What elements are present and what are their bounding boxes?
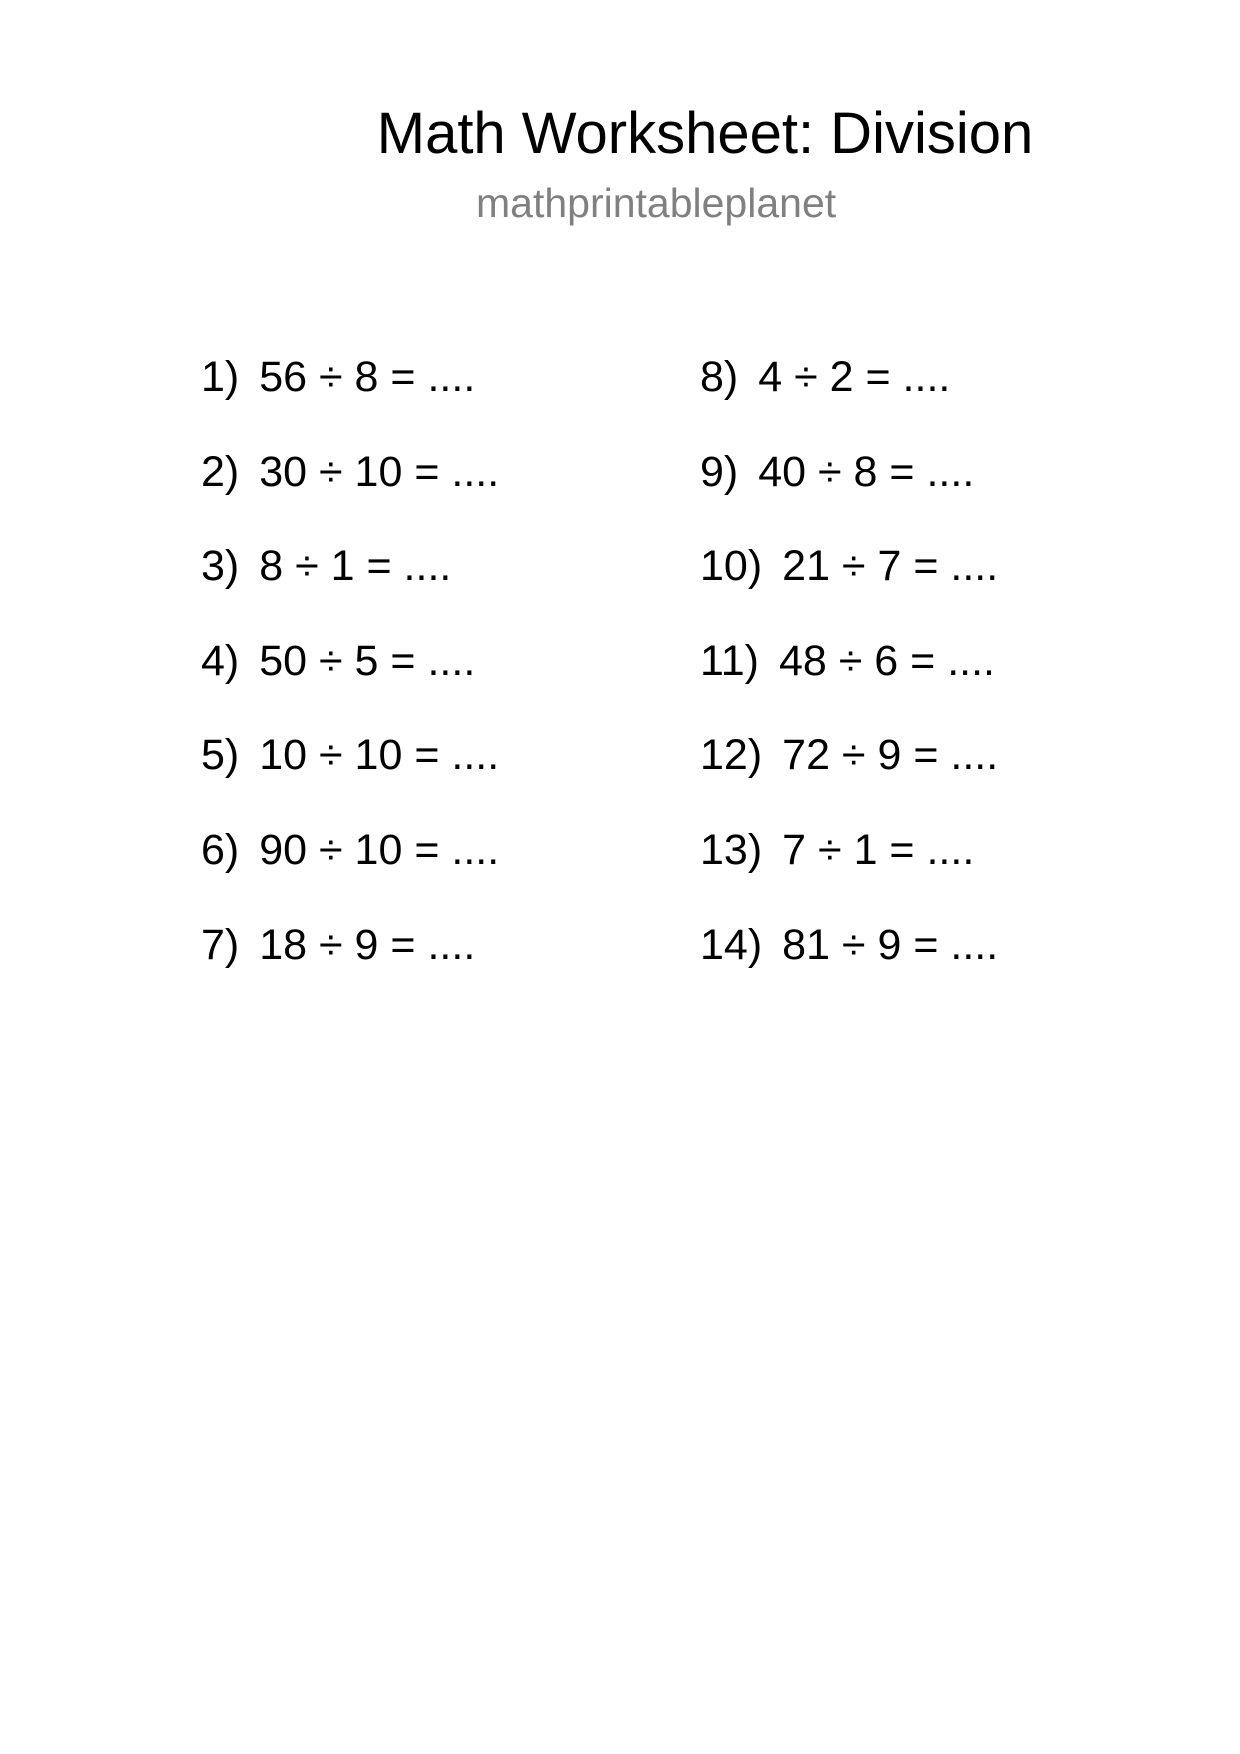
- left-problem-column: [201, 352, 499, 1014]
- problem-number: 14): [700, 920, 763, 969]
- problem-item: [201, 730, 499, 825]
- problem-item: [201, 352, 499, 447]
- problem-number: 10): [700, 542, 763, 591]
- problem-number: 11): [700, 636, 759, 685]
- worksheet-title: Math Worksheet: Division: [376, 101, 1034, 166]
- problem-expression: 40 ÷ 8 = ....: [758, 447, 975, 496]
- problem-item: [700, 825, 998, 920]
- problem-item: [201, 920, 499, 1015]
- problem-expression: 50 ÷ 5 = ....: [259, 636, 476, 685]
- problem-expression: 21 ÷ 7 = ....: [782, 542, 999, 591]
- problem-number: 8): [700, 353, 739, 401]
- problem-expression: 72 ÷ 9 = ....: [782, 731, 999, 780]
- problem-number: 12): [700, 731, 763, 780]
- problem-number: 13): [700, 825, 763, 874]
- problem-expression: 10 ÷ 10 = ....: [259, 731, 500, 780]
- problem-item: [700, 541, 998, 636]
- problem-number: 1): [201, 353, 240, 401]
- problem-item: [700, 447, 998, 542]
- right-problem-column: [700, 352, 998, 1014]
- problem-item: [201, 825, 499, 920]
- problem-number: 6): [201, 825, 240, 874]
- problem-item: [201, 541, 499, 636]
- problem-item: [201, 447, 499, 542]
- problem-item: [700, 352, 998, 447]
- problem-expression: 81 ÷ 9 = ....: [782, 920, 999, 969]
- problem-expression: 7 ÷ 1 = ....: [782, 825, 975, 874]
- problem-number: 5): [201, 731, 240, 780]
- problem-expression: 4 ÷ 2 = ....: [758, 353, 951, 401]
- problem-number: 7): [201, 920, 240, 969]
- worksheet-subtitle: mathprintableplanet: [476, 180, 837, 226]
- problem-number: 4): [201, 636, 240, 685]
- problem-expression: 48 ÷ 6 = ....: [778, 636, 995, 685]
- problem-expression: 56 ÷ 8 = ....: [259, 353, 476, 401]
- problem-item: [201, 636, 499, 731]
- problem-item: [700, 920, 998, 1015]
- problem-expression: 90 ÷ 10 = ....: [259, 825, 500, 874]
- problem-number: 3): [201, 542, 240, 591]
- problem-item: [700, 730, 998, 825]
- problem-number: 2): [201, 447, 240, 496]
- problem-item: [700, 636, 998, 731]
- problem-expression: 18 ÷ 9 = ....: [259, 920, 476, 969]
- problem-expression: 30 ÷ 10 = ....: [259, 447, 500, 496]
- problem-number: 9): [700, 447, 739, 496]
- problem-expression: 8 ÷ 1 = ....: [259, 542, 452, 591]
